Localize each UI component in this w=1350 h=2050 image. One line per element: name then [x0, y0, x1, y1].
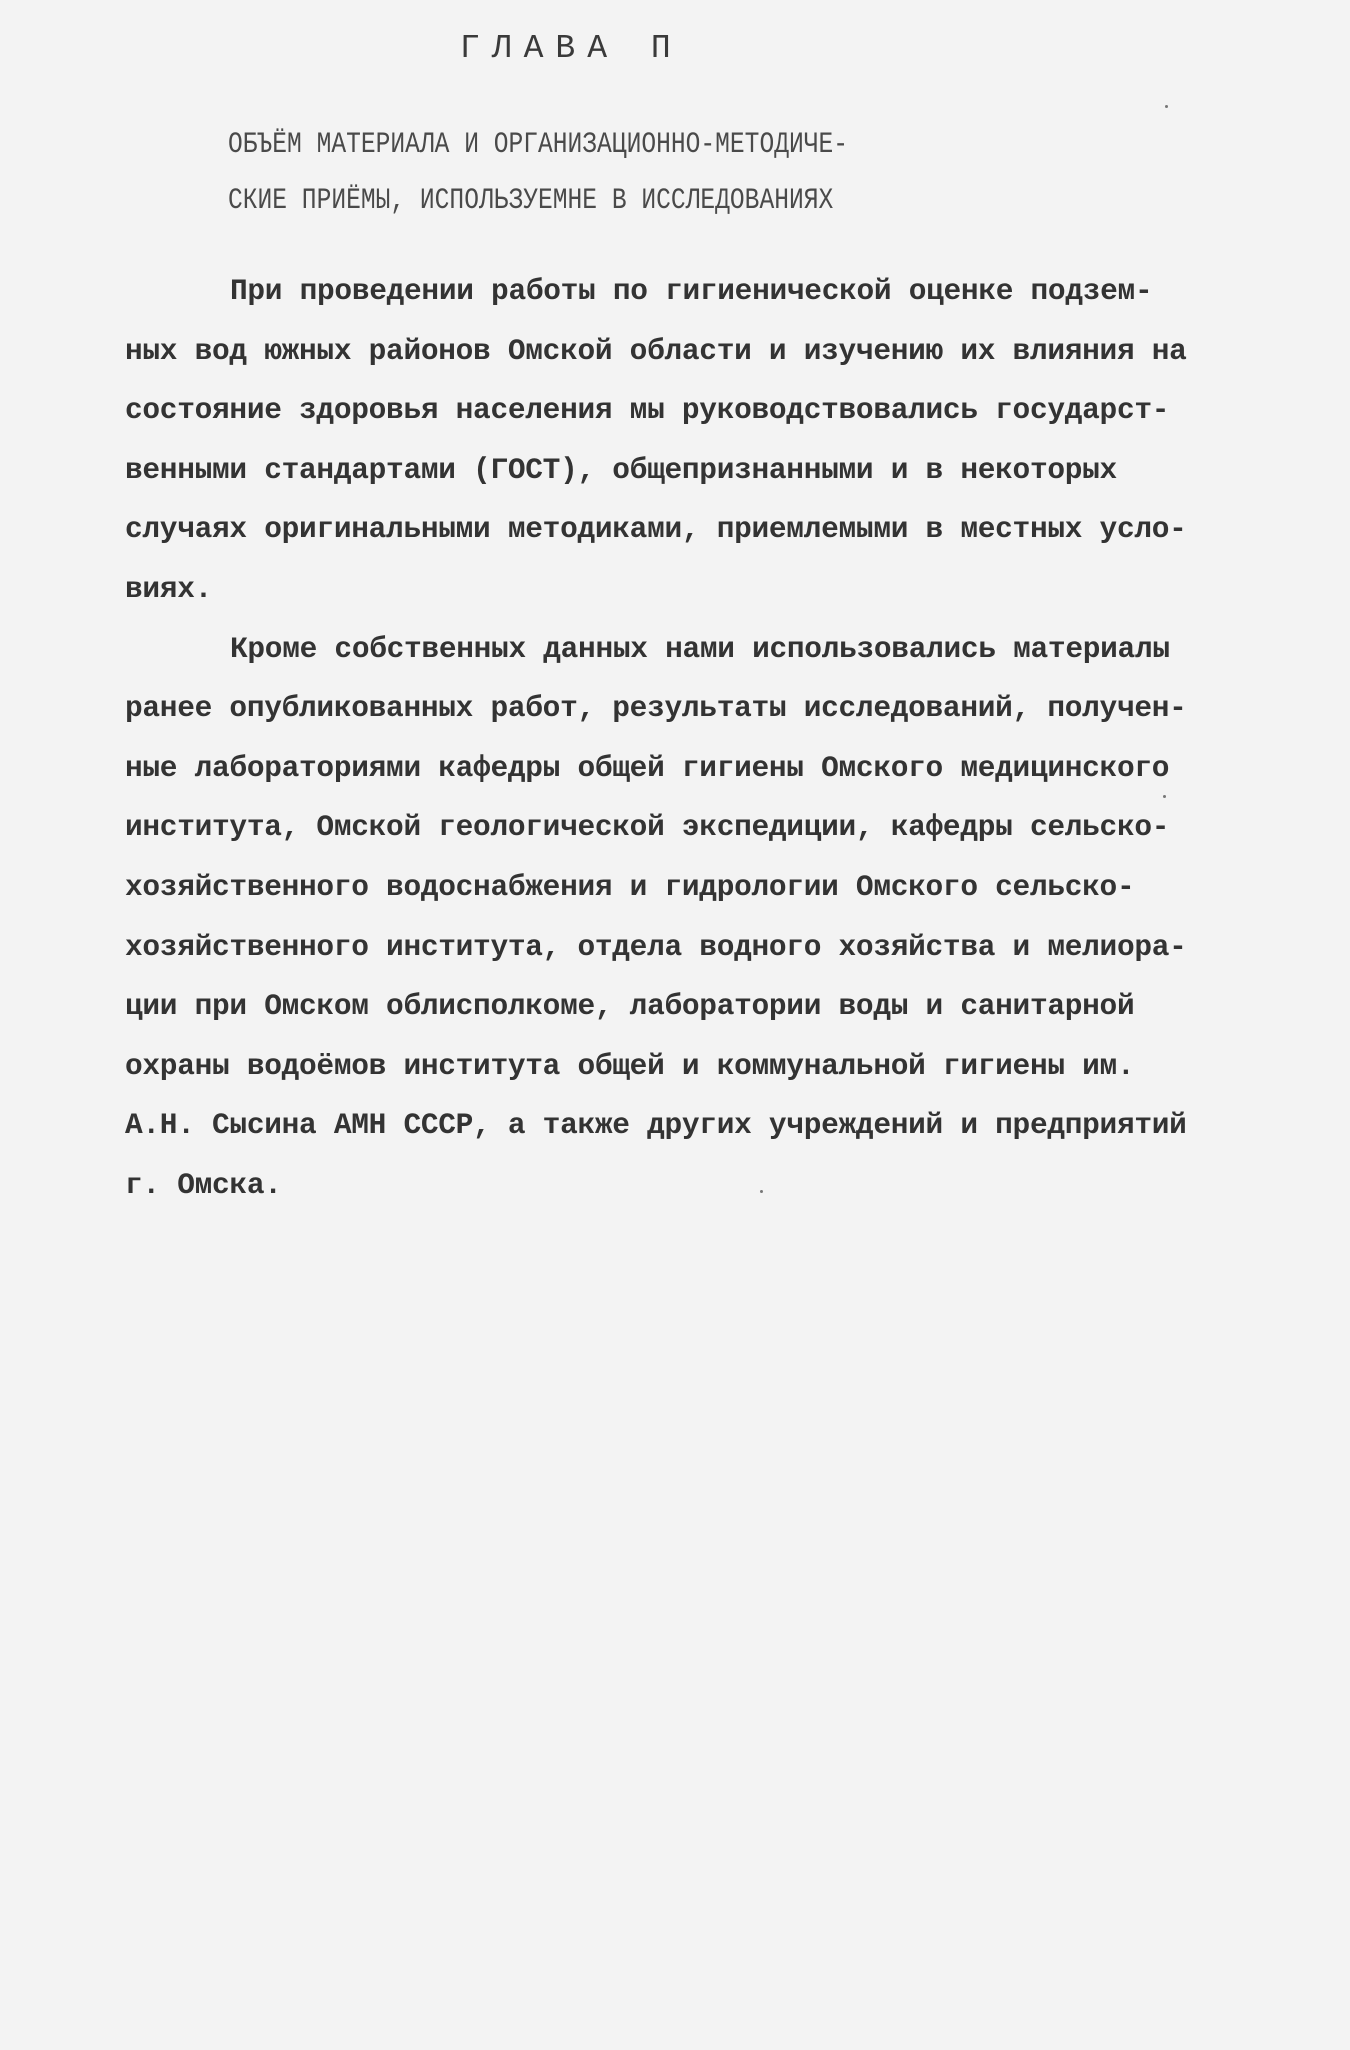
paper-speck — [1165, 105, 1168, 108]
text-line: случаях оригинальными методиками, приемлемыми в местных усло- — [125, 512, 1187, 547]
paragraph-2 — [125, 620, 1245, 1216]
chapter-title: ГЛАВА П — [460, 30, 683, 67]
text-line: ные лабораториями кафедры общей гигиены Омского медицинского — [125, 750, 1170, 785]
text-line: хозяйственного водоснабжения и гидрологии Омского сельско- — [125, 869, 1135, 904]
text-line: А.Н. Сысина АМН СССР, а также других учреждений и предприятий — [125, 1108, 1187, 1143]
text-line: хозяйственного института, отдела водного хозяйства и мелиора- — [125, 929, 1187, 964]
paper-speck — [760, 1190, 763, 1193]
text-line: ных вод южных районов Омской области и изучению их влияния на — [125, 333, 1187, 368]
text-line: венными стандартами (ГОСТ), общепризнанными и в некоторых — [125, 452, 1117, 487]
section-heading — [228, 117, 966, 229]
body-text — [125, 262, 1245, 1216]
paper-speck — [1163, 795, 1166, 798]
text-line: института, Омской геологической экспедиции, кафедры сельско- — [125, 810, 1170, 845]
text-line: Кроме собственных данных нами использовались материалы — [230, 631, 1170, 666]
text-line: охраны водоёмов института общей и коммунальной гигиены им. — [125, 1048, 1135, 1083]
text-line: При проведении работы по гигиенической оценке подзем- — [230, 274, 1153, 308]
text-line: состояние здоровья населения мы руководствовались государст- — [125, 393, 1170, 428]
paragraph-1 — [125, 262, 1245, 620]
heading-line: СКИЕ ПРИЁМЫ, ИСПОЛЬЗУЕМНЕ В ИССЛЕДОВАНИЯХ — [228, 184, 834, 218]
heading-line: ОБЪЁМ МАТЕРИАЛА И ОРГАНИЗАЦИОННО-МЕТОДИЧЕ- — [228, 128, 849, 162]
text-line: виях. — [125, 571, 213, 606]
text-line: ции при Омском облисполкоме, лаборатории воды и санитарной — [125, 989, 1135, 1024]
text-line: г. Омска. — [125, 1167, 282, 1202]
text-line: ранее опубликованных работ, результаты исследований, получен- — [125, 691, 1187, 726]
